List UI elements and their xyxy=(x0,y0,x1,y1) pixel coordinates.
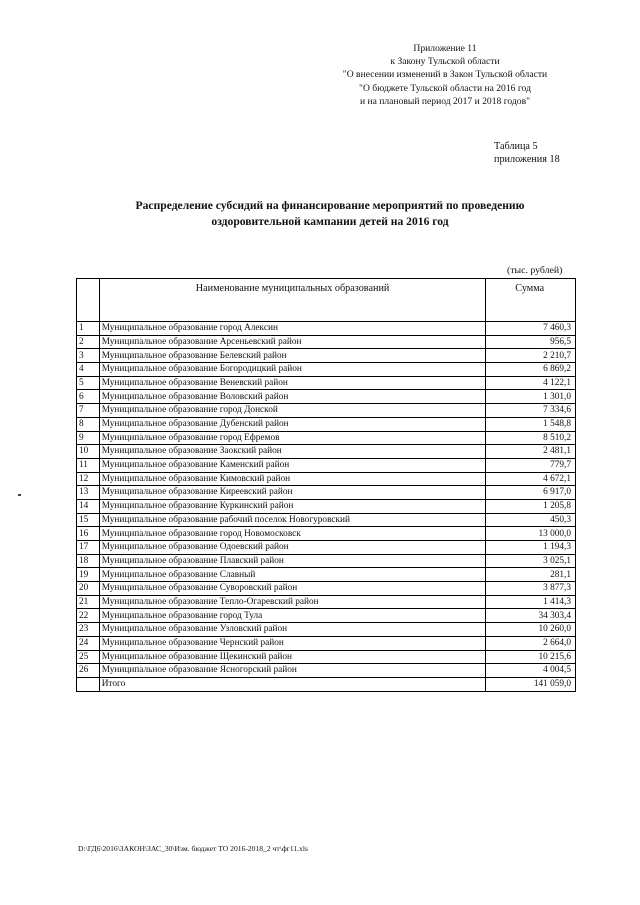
row-sum-cell: 2 210,7 xyxy=(486,349,576,363)
row-sum-cell: 7 334,6 xyxy=(486,404,576,418)
table-row xyxy=(77,472,576,486)
row-sum-cell: 1 414,3 xyxy=(486,595,576,609)
row-sum-cell: 34 303,4 xyxy=(486,609,576,623)
row-name-cell: Муниципальное образование город Алексин xyxy=(99,322,486,336)
row-name-cell: Муниципальное образование Киреевский район xyxy=(99,486,486,500)
row-sum-cell: 281,1 xyxy=(486,568,576,582)
row-name-cell: Муниципальное образование Чернский район xyxy=(99,636,486,650)
table-row xyxy=(77,499,576,513)
table-row xyxy=(77,513,576,527)
row-name-cell: Муниципальное образование Плавский район xyxy=(99,554,486,568)
header-sum-cell: Сумма xyxy=(486,279,576,322)
row-name-cell: Муниципальное образование Славный xyxy=(99,568,486,582)
row-name-cell: Муниципальное образование город Ефремов xyxy=(99,431,486,445)
row-name-cell: Муниципальное образование Ясногорский район xyxy=(99,664,486,678)
document-title xyxy=(90,198,570,230)
table-row xyxy=(77,335,576,349)
row-number-cell: 22 xyxy=(77,609,100,623)
row-sum-cell: 7 460,3 xyxy=(486,322,576,336)
row-number-cell: 14 xyxy=(77,499,100,513)
table-header-row xyxy=(77,279,576,322)
table-row xyxy=(77,595,576,609)
row-number-cell: 8 xyxy=(77,417,100,431)
row-name-cell: Муниципальное образование Арсеньевский район xyxy=(99,335,486,349)
row-name-cell: Муниципальное образование Куркинский район xyxy=(99,499,486,513)
header-line: и на плановый период 2017 и 2018 годов" xyxy=(359,95,531,107)
table-reference-line: приложения 18 xyxy=(494,154,560,165)
row-name-cell: Муниципальное образование Узловский район xyxy=(99,623,486,637)
row-number-cell: 13 xyxy=(77,486,100,500)
row-name-cell: Муниципальное образование город Тула xyxy=(99,609,486,623)
table-row xyxy=(77,582,576,596)
header-line: "О бюджете Тульской области на 2016 год xyxy=(359,82,531,94)
table-row xyxy=(77,650,576,664)
row-sum-cell: 1 205,8 xyxy=(486,499,576,513)
row-sum-cell: 450,3 xyxy=(486,513,576,527)
appendix-header xyxy=(300,42,590,108)
table-row xyxy=(77,404,576,418)
header-number-cell xyxy=(77,279,100,322)
row-number-cell: 2 xyxy=(77,335,100,349)
table-row xyxy=(77,458,576,472)
total-label-cell: Итого xyxy=(99,677,486,691)
row-number-cell: 5 xyxy=(77,376,100,390)
row-sum-cell: 10 215,6 xyxy=(486,650,576,664)
header-line: к Закону Тульской области xyxy=(390,56,500,68)
row-number-cell: 24 xyxy=(77,636,100,650)
row-sum-cell: 8 510,2 xyxy=(486,431,576,445)
title-line: Распределение субсидий на финансирование мероприятий по проведению xyxy=(135,199,525,212)
scan-speck xyxy=(18,494,21,496)
table-row xyxy=(77,363,576,377)
table-reference-line: Таблица 5 xyxy=(494,141,538,152)
row-name-cell: Муниципальное образование Кимовский район xyxy=(99,472,486,486)
table-row xyxy=(77,390,576,404)
row-sum-cell: 13 000,0 xyxy=(486,527,576,541)
row-number-cell: 21 xyxy=(77,595,100,609)
row-number-cell: 18 xyxy=(77,554,100,568)
row-name-cell: Муниципальное образование Суворовский район xyxy=(99,582,486,596)
row-number-cell: 20 xyxy=(77,582,100,596)
row-number-cell: 4 xyxy=(77,363,100,377)
table-row xyxy=(77,349,576,363)
table-row xyxy=(77,568,576,582)
row-name-cell: Муниципальное образование Одоевский район xyxy=(99,541,486,555)
row-number-cell: 12 xyxy=(77,472,100,486)
table-row xyxy=(77,376,576,390)
total-number-cell xyxy=(77,677,100,691)
row-sum-cell: 10 260,0 xyxy=(486,623,576,637)
row-sum-cell: 3 877,3 xyxy=(486,582,576,596)
table-row xyxy=(77,623,576,637)
row-name-cell: Муниципальное образование Щекинский район xyxy=(99,650,486,664)
row-sum-cell: 3 025,1 xyxy=(486,554,576,568)
table-row xyxy=(77,527,576,541)
row-sum-cell: 4 004,5 xyxy=(486,664,576,678)
row-sum-cell: 1 194,3 xyxy=(486,541,576,555)
row-name-cell: Муниципальное образование Белевский район xyxy=(99,349,486,363)
header-name-cell: Наименование муниципальных образований xyxy=(99,279,486,322)
table-row xyxy=(77,445,576,459)
table-row xyxy=(77,609,576,623)
row-sum-cell: 956,5 xyxy=(486,335,576,349)
row-sum-cell: 1 301,0 xyxy=(486,390,576,404)
table-row xyxy=(77,541,576,555)
total-value-cell: 141 059,0 xyxy=(486,677,576,691)
row-number-cell: 23 xyxy=(77,623,100,637)
row-number-cell: 19 xyxy=(77,568,100,582)
row-sum-cell: 4 122,1 xyxy=(486,376,576,390)
row-number-cell: 16 xyxy=(77,527,100,541)
subsidy-table xyxy=(76,278,576,692)
row-number-cell: 25 xyxy=(77,650,100,664)
row-number-cell: 26 xyxy=(77,664,100,678)
row-name-cell: Муниципальное образование Заокский район xyxy=(99,445,486,459)
units-label: (тыс. рублей) xyxy=(507,265,563,276)
row-number-cell: 1 xyxy=(77,322,100,336)
row-name-cell: Муниципальное образование Тепло-Огаревский район xyxy=(99,595,486,609)
row-number-cell: 9 xyxy=(77,431,100,445)
file-path-footer: D:\ГД6\2016\ЗАКОН\ЗАС_30\Изм. бюджет ТО 2016-2018_2 чт\фг11.xls xyxy=(78,844,308,853)
title-line: оздоровительной кампании детей на 2016 год xyxy=(211,215,449,228)
row-number-cell: 10 xyxy=(77,445,100,459)
row-name-cell: Муниципальное образование город Новомосковск xyxy=(99,527,486,541)
row-number-cell: 17 xyxy=(77,541,100,555)
table-total-row xyxy=(77,677,576,691)
row-sum-cell: 1 548,8 xyxy=(486,417,576,431)
row-name-cell: Муниципальное образование рабочий поселок Новогуровский xyxy=(99,513,486,527)
row-name-cell: Муниципальное образование город Донской xyxy=(99,404,486,418)
row-number-cell: 7 xyxy=(77,404,100,418)
row-number-cell: 15 xyxy=(77,513,100,527)
row-sum-cell: 2 664,0 xyxy=(486,636,576,650)
row-name-cell: Муниципальное образование Веневский район xyxy=(99,376,486,390)
row-name-cell: Муниципальное образование Воловский район xyxy=(99,390,486,404)
row-sum-cell: 779,7 xyxy=(486,458,576,472)
table-row xyxy=(77,636,576,650)
row-name-cell: Муниципальное образование Дубенский район xyxy=(99,417,486,431)
table-row xyxy=(77,322,576,336)
row-number-cell: 3 xyxy=(77,349,100,363)
row-sum-cell: 2 481,1 xyxy=(486,445,576,459)
header-line: "О внесении изменений в Закон Тульской области xyxy=(342,69,548,81)
row-sum-cell: 4 672,1 xyxy=(486,472,576,486)
table-row xyxy=(77,417,576,431)
row-sum-cell: 6 917,0 xyxy=(486,486,576,500)
table-row xyxy=(77,664,576,678)
table-row xyxy=(77,486,576,500)
row-name-cell: Муниципальное образование Богородицкий район xyxy=(99,363,486,377)
header-line: Приложение 11 xyxy=(413,43,477,54)
row-sum-cell: 6 869,2 xyxy=(486,363,576,377)
table-row xyxy=(77,431,576,445)
row-number-cell: 11 xyxy=(77,458,100,472)
row-name-cell: Муниципальное образование Каменский район xyxy=(99,458,486,472)
table-row xyxy=(77,554,576,568)
row-number-cell: 6 xyxy=(77,390,100,404)
table-reference xyxy=(494,140,560,166)
